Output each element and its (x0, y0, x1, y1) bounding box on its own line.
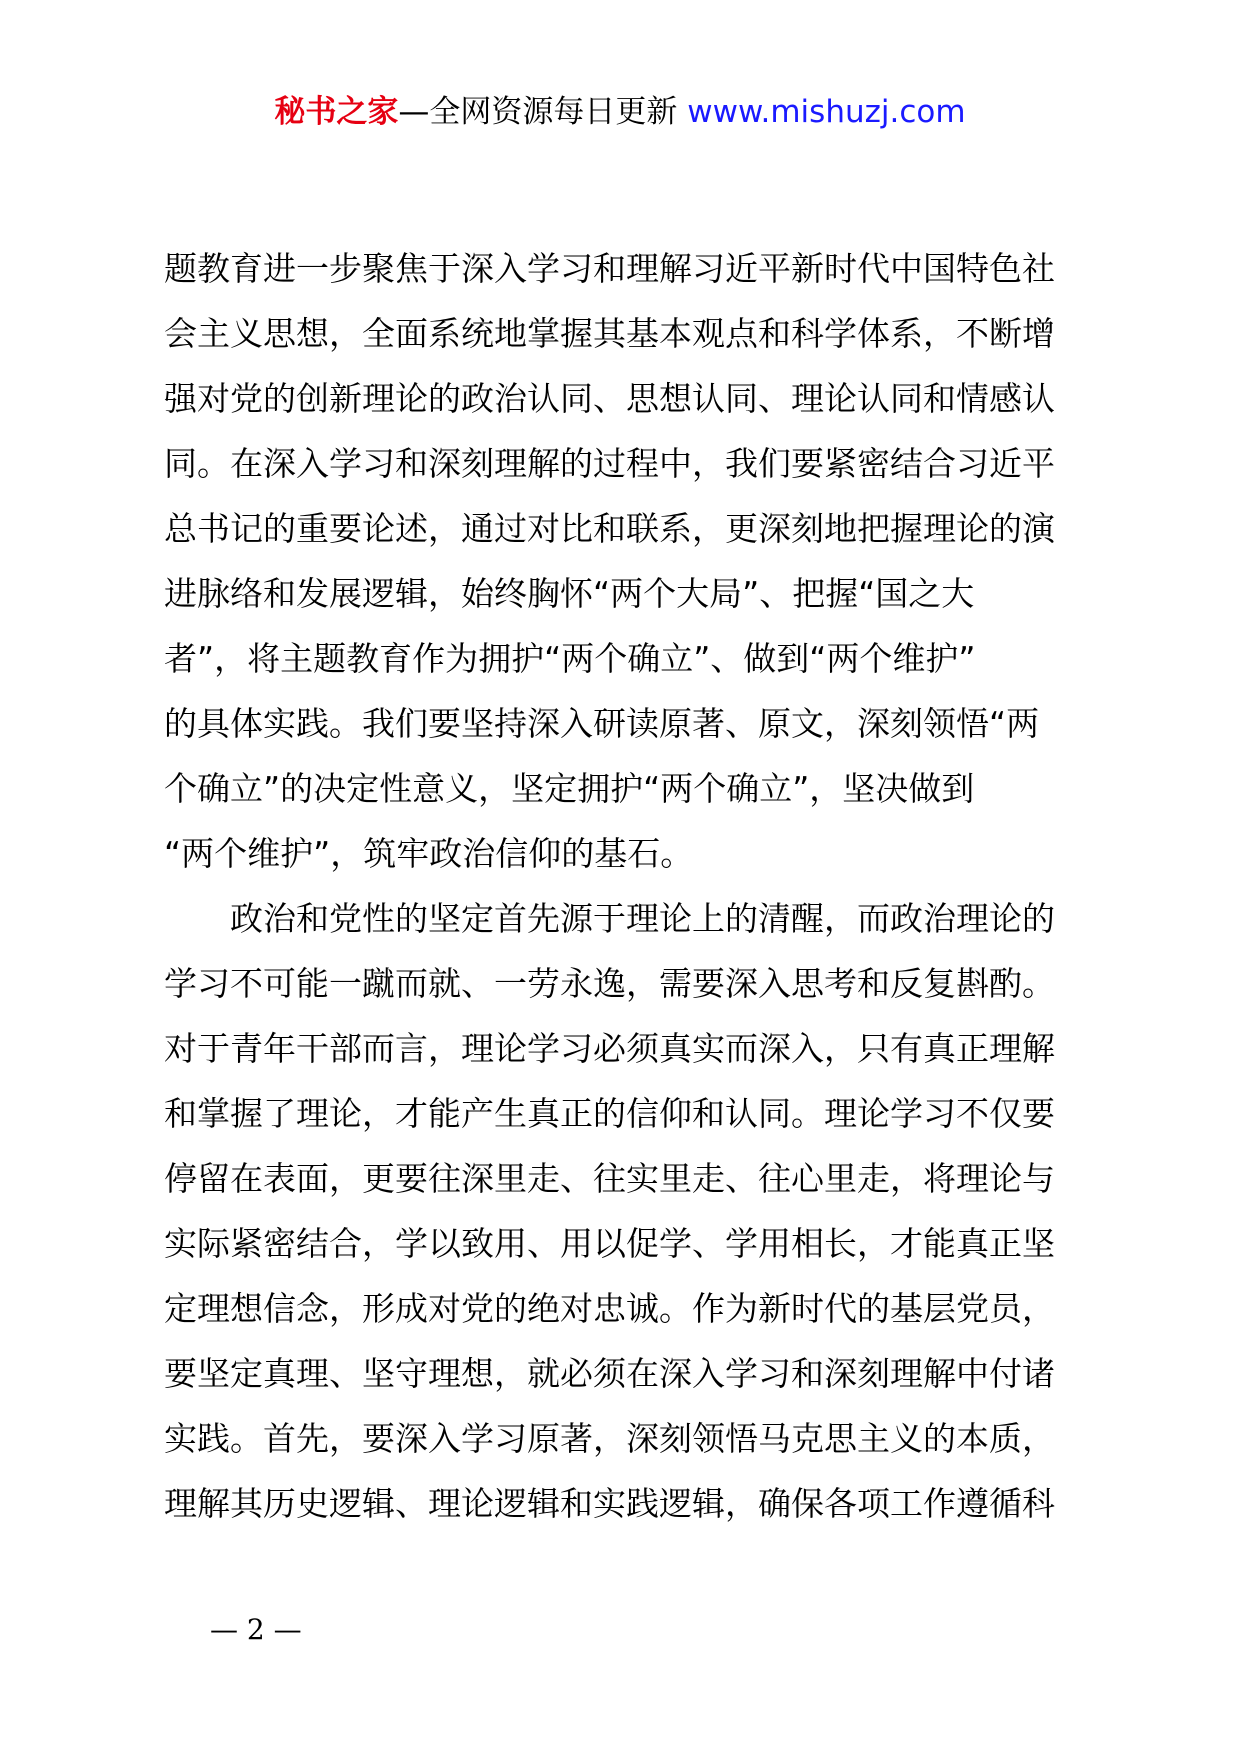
text-line: 实践。首先，要深入学习原著，深刻领悟马克思主义的本质， (164, 1419, 1055, 1458)
site-url-link[interactable]: www.mishuzj.com (687, 94, 966, 130)
text-line: 停留在表面，更要往深里走、往实里走、往心里走，将理论与 (164, 1159, 1055, 1198)
text-line: 进脉络和发展逻辑，始终胸怀“两个大局”、把握“国之大 (164, 574, 975, 613)
text-line: 要坚定真理、坚守理想，就必须在深入学习和深刻理解中付诸 (164, 1354, 1055, 1393)
text-line: 实际紧密结合，学以致用、用以促学、学用相长，才能真正坚 (164, 1224, 1055, 1263)
text-line: 的具体实践。我们要坚持深入研读原著、原文，深刻领悟“两 (164, 704, 1040, 743)
site-slogan: —全网资源每日更新 (398, 94, 678, 130)
text-line: 学习不可能一蹴而就、一劳永逸，需要深入思考和反复斟酌。 (164, 964, 1055, 1003)
document-body (164, 236, 1084, 1536)
text-line: 会主义思想，全面系统地掌握其基本观点和科学体系，不断增 (164, 314, 1055, 353)
text-line: 总书记的重要论述，通过对比和联系，更深刻地把握理论的演 (164, 509, 1055, 548)
text-line: 和掌握了理论，才能产生真正的信仰和认同。理论学习不仅要 (164, 1094, 1055, 1133)
text-line: 理解其历史逻辑、理论逻辑和实践逻辑，确保各项工作遵循科 (164, 1484, 1055, 1523)
site-name: 秘书之家 (274, 94, 399, 130)
text-line: 题教育进一步聚焦于深入学习和理解习近平新时代中国特色社 (164, 249, 1055, 288)
page-number: — 2 — (210, 1613, 302, 1646)
text-line: 个确立”的决定性意义，坚定拥护“两个确立”，坚决做到 (164, 769, 975, 808)
text-line: 对于青年干部而言，理论学习必须真实而深入，只有真正理解 (164, 1029, 1055, 1068)
text-line: 定理想信念，形成对党的绝对忠诚。作为新时代的基层党员， (164, 1289, 1055, 1328)
site-header (0, 92, 1240, 132)
text-line: 同。在深入学习和深刻理解的过程中，我们要紧密结合习近平 (164, 444, 1055, 483)
paragraph-start-line: 政治和党性的坚定首先源于理论上的清醒，而政治理论的 (164, 899, 1055, 938)
text-line: 强对党的创新理论的政治认同、思想认同、理论认同和情感认 (164, 379, 1055, 418)
text-line: “两个维护”，筑牢政治信仰的基石。 (164, 834, 694, 873)
text-line: 者”，将主题教育作为拥护“两个确立”、做到“两个维护” (164, 639, 976, 678)
